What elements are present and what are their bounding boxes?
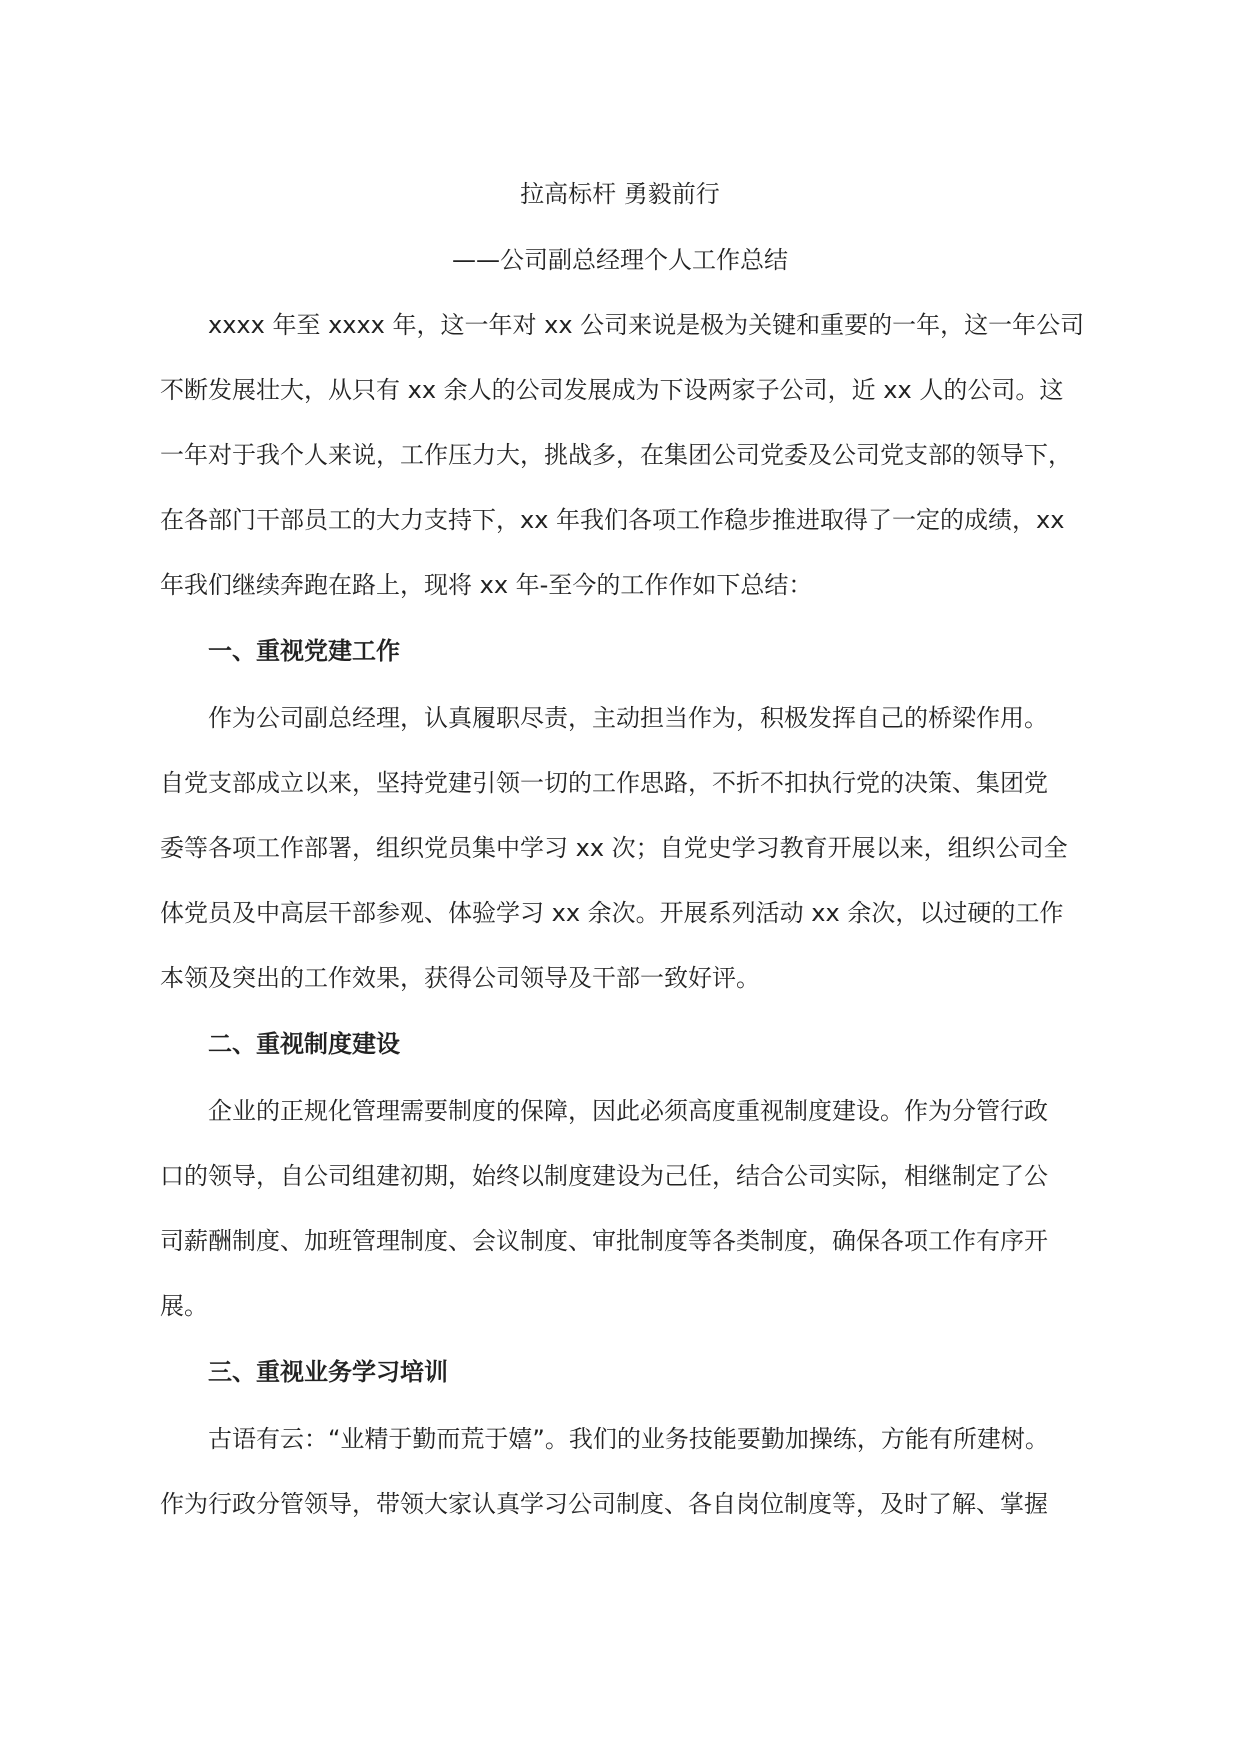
document-subtitle: ——公司副总经理个人工作总结 xyxy=(452,246,788,274)
document-title: 拉高标杆 勇毅前行 xyxy=(520,180,720,208)
intro-line: 年我们继续奔跑在路上，现将 xx 年-至今的工作作如下总结： xyxy=(160,571,813,599)
intro-line: 不断发展壮大，从只有 xx 余人的公司发展成为下设两家子公司，近 xx 人的公司。这 xyxy=(160,376,1064,404)
intro-line: xxxx 年至 xxxx 年，这一年对 xx 公司来说是极为关键和重要的一年，这一年公司 xyxy=(208,311,1085,339)
section-line: 体党员及中高层干部参观、体验学习 xx 余次。开展系列活动 xx 余次，以过硬的工作 xyxy=(160,899,1064,927)
section-line: 自党支部成立以来，坚持党建引领一切的工作思路，不折不扣执行党的决策、集团党 xyxy=(160,769,1048,797)
section-line: 展。 xyxy=(160,1292,208,1320)
intro-line: 一年对于我个人来说，工作压力大，挑战多，在集团公司党委及公司党支部的领导下， xyxy=(160,441,1072,469)
section-line: 企业的正规化管理需要制度的保障，因此必须高度重视制度建设。作为分管行政 xyxy=(208,1097,1048,1125)
section-line: 本领及突出的工作效果，获得公司领导及干部一致好评。 xyxy=(160,964,760,992)
section-line: 作为行政分管领导，带领大家认真学习公司制度、各自岗位制度等，及时了解、掌握 xyxy=(160,1490,1048,1518)
section-line: 古语有云：“业精于勤而荒于嬉”。我们的业务技能要勤加操练，方能有所建树。 xyxy=(208,1425,1049,1453)
section-heading: 一、重视党建工作 xyxy=(208,637,400,665)
section-line: 口的领导，自公司组建初期，始终以制度建设为己任，结合公司实际，相继制定了公 xyxy=(160,1162,1048,1190)
section-heading: 三、重视业务学习培训 xyxy=(208,1358,448,1386)
intro-line: 在各部门干部员工的大力支持下，xx 年我们各项工作稳步推进取得了一定的成绩，xx xyxy=(160,506,1065,534)
section-line: 作为公司副总经理，认真履职尽责，主动担当作为，积极发挥自己的桥梁作用。 xyxy=(208,704,1048,732)
section-line: 司薪酬制度、加班管理制度、会议制度、审批制度等各类制度，确保各项工作有序开 xyxy=(160,1227,1048,1255)
section-heading: 二、重视制度建设 xyxy=(208,1030,400,1058)
section-line: 委等各项工作部署，组织党员集中学习 xx 次；自党史学习教育开展以来，组织公司全 xyxy=(160,834,1068,862)
